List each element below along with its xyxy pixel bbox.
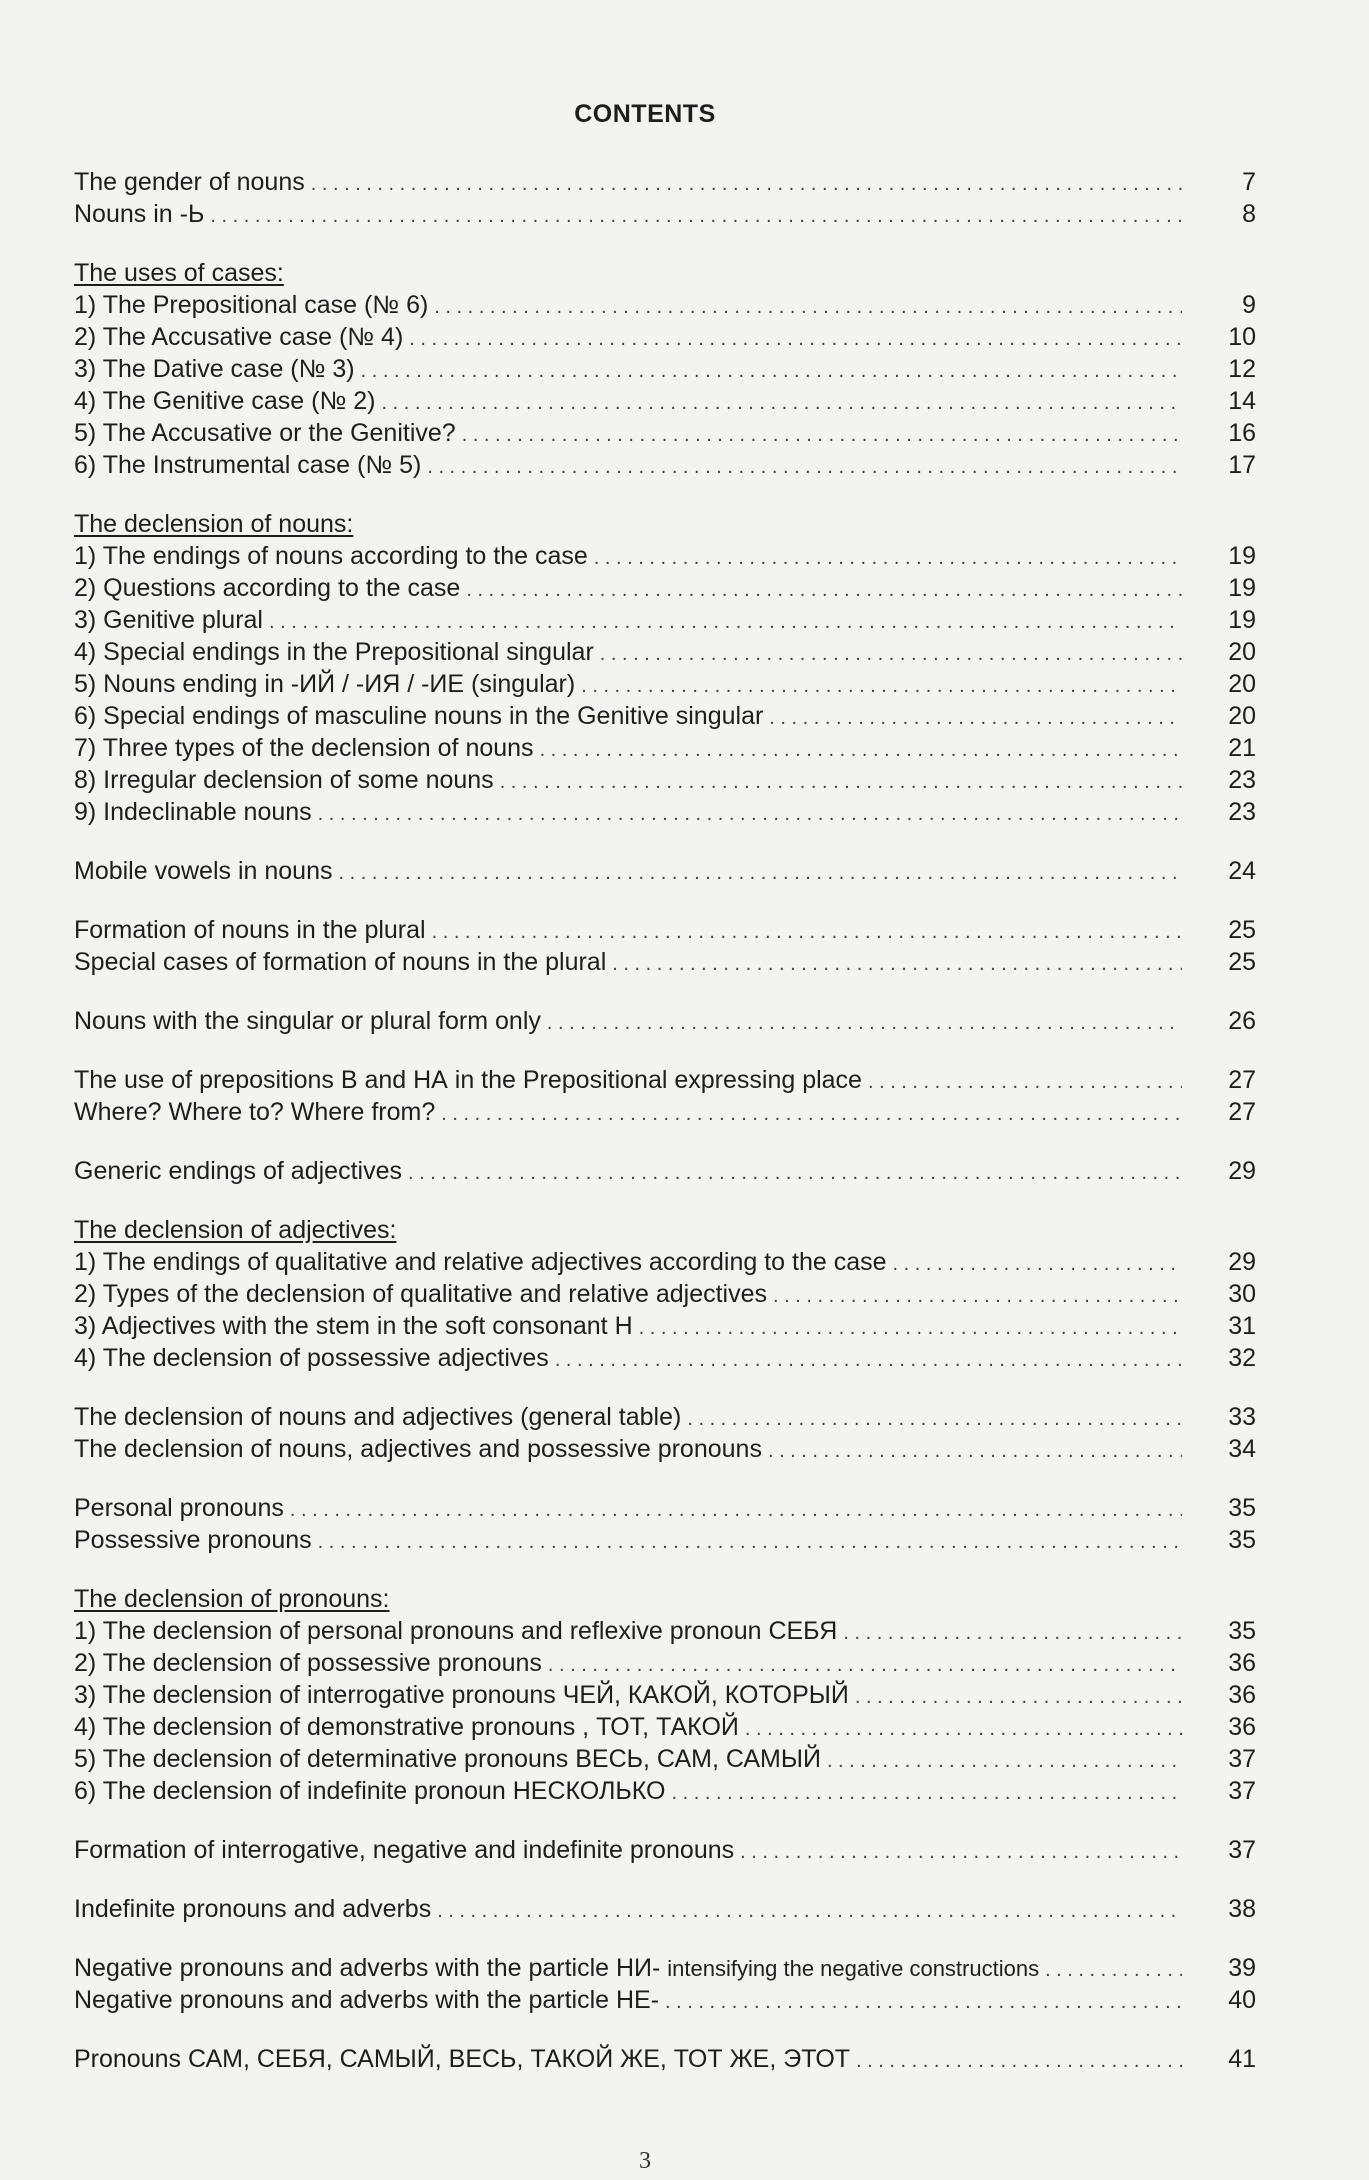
toc-entry-title: The gender of nouns — [74, 168, 305, 196]
toc-entry-title: Possessive pronouns — [74, 1526, 312, 1554]
section-gap — [74, 1556, 1264, 1583]
toc-entry-label — [74, 572, 460, 604]
toc-entry-label — [74, 700, 763, 732]
toc-entry-title: 3) Adjectives with the stem in the soft consonant Н — [74, 1312, 633, 1340]
dot-leader — [1045, 1954, 1182, 1986]
section-gap — [74, 887, 1264, 914]
toc-entry-page: 23 — [1228, 798, 1256, 826]
toc-entry-page: 35 — [1228, 1526, 1256, 1554]
toc-entry — [74, 2043, 1264, 2075]
toc-entry-title: Pronouns САМ, СЕБЯ, САМЫЙ, ВЕСЬ, ТАКОЙ ЖЕ, ТОТ ЖЕ, ЭТОТ — [74, 2045, 851, 2073]
toc-entry-label — [74, 1524, 312, 1556]
dot-leader — [594, 542, 1182, 574]
dot-leader — [855, 1681, 1182, 1713]
dot-leader — [462, 419, 1182, 451]
dot-leader — [409, 323, 1182, 355]
dot-leader — [740, 1836, 1182, 1868]
toc-entry-label — [74, 764, 494, 796]
toc-entry-label — [74, 732, 534, 764]
toc-entry-title: 1) The endings of qualitative and relative adjectives according to the case — [74, 1248, 887, 1276]
toc-entry-page: 35 — [1228, 1494, 1256, 1522]
toc-entry-label — [74, 1647, 542, 1679]
toc-entry — [74, 353, 1264, 385]
toc-entry-title: Nouns with the singular or plural form only — [74, 1007, 541, 1035]
dot-leader — [290, 1494, 1182, 1526]
toc-entry — [74, 668, 1264, 700]
toc-entry-label — [74, 1401, 681, 1433]
toc-entry-page: 27 — [1228, 1098, 1256, 1126]
toc-entry-title: Formation of nouns in the plural — [74, 916, 426, 944]
toc-entry-page: 27 — [1228, 1066, 1256, 1094]
dot-leader — [432, 916, 1182, 948]
toc-entry — [74, 1743, 1264, 1775]
toc-entry-subtitle: intensifying the negative constructions — [667, 1956, 1040, 1981]
section-gap — [74, 1807, 1264, 1834]
section-heading: The declension of nouns: — [74, 510, 354, 538]
toc-entry-page: 30 — [1228, 1280, 1256, 1308]
toc-entry-page: 36 — [1228, 1713, 1256, 1741]
toc-entry — [74, 385, 1264, 417]
section-gap — [74, 978, 1264, 1005]
dot-leader — [311, 168, 1182, 200]
toc-entry-title: 3) The Dative case (№ 3) — [74, 355, 355, 383]
page-number: 3 — [639, 2148, 651, 2174]
section-heading: The declension of pronouns: — [74, 1585, 390, 1613]
toc-entry — [74, 1155, 1264, 1187]
toc-entry-label — [74, 636, 594, 668]
toc-entry-label — [74, 1743, 821, 1775]
toc-entry — [74, 1984, 1264, 2016]
toc-entry-title: 2) The declension of possessive pronouns — [74, 1649, 542, 1677]
toc-entry-title: The declension of nouns and adjectives (general table) — [74, 1403, 682, 1431]
toc-entry-label — [74, 321, 403, 353]
toc-entry — [74, 700, 1264, 732]
toc-entry — [74, 1524, 1264, 1556]
dot-leader — [547, 1007, 1182, 1039]
toc-entry-page: 26 — [1228, 1007, 1256, 1035]
toc-entry-page: 9 — [1242, 291, 1256, 319]
toc-entry-title: The declension of nouns, adjectives and possessive pronouns — [74, 1435, 762, 1463]
toc-entry-page: 31 — [1228, 1312, 1256, 1340]
toc-entry — [74, 914, 1264, 946]
toc-entry-page: 37 — [1228, 1745, 1256, 1773]
toc-entry-label — [74, 914, 426, 946]
toc-entry-title: 8) Irregular declension of some nouns — [74, 766, 494, 794]
toc-entry-label — [74, 385, 375, 417]
toc-entry-title: 2) The Accusative case (№ 4) — [74, 323, 404, 351]
toc-entry-page: 41 — [1228, 2045, 1256, 2073]
toc-entry-page: 17 — [1228, 451, 1256, 479]
toc-entry-page: 19 — [1228, 574, 1256, 602]
toc-entry-title: 3) The declension of interrogative pronouns ЧЕЙ, КАКОЙ, КОТОРЫЙ — [74, 1681, 849, 1709]
toc-entry-label — [74, 1310, 633, 1342]
dot-leader — [408, 1157, 1182, 1189]
toc-entry — [74, 796, 1264, 828]
dot-leader — [827, 1745, 1182, 1777]
toc-entry-title: 4) The declension of demonstrative pronouns , ТОТ, ТАКОЙ — [74, 1713, 739, 1741]
dot-leader — [769, 702, 1182, 734]
section-gap — [74, 2016, 1264, 2043]
toc-entry-title: 1) The Prepositional case (№ 6) — [74, 291, 429, 319]
toc-entry-label — [74, 604, 263, 636]
toc-entry-page: 35 — [1228, 1617, 1256, 1645]
toc-entry — [74, 1310, 1264, 1342]
toc-entry-title: 6) The declension of indefinite pronoun НЕСКОЛЬКО — [74, 1777, 666, 1805]
dot-leader — [338, 857, 1182, 889]
toc-entry-title: Negative pronouns and adverbs with the particle НЕ- — [74, 1986, 660, 2014]
toc-entry-page: 37 — [1228, 1777, 1256, 1805]
toc-entry-label — [74, 855, 332, 887]
toc-entry-label — [74, 417, 456, 449]
dot-leader — [548, 1649, 1182, 1681]
toc-entry-page: 7 — [1242, 168, 1256, 196]
toc-entry-title: 1) The endings of nouns according to the case — [74, 542, 588, 570]
toc-entry-label — [74, 1984, 659, 2016]
dot-leader — [441, 1098, 1182, 1130]
toc-entry-page: 25 — [1228, 948, 1256, 976]
dot-leader — [437, 1895, 1182, 1927]
toc-entry-title: Mobile vowels in nouns — [74, 857, 333, 885]
toc-entry — [74, 1433, 1264, 1465]
toc-entry — [74, 1615, 1264, 1647]
toc-entry-title: 2) Questions according to the case — [74, 574, 461, 602]
toc-entry-label — [74, 1096, 435, 1128]
toc-entry-title: The use of prepositions В and НА in the Prepositional expressing place — [74, 1066, 862, 1094]
toc-entry — [74, 1096, 1264, 1128]
toc-entry-page: 29 — [1228, 1157, 1256, 1185]
dot-leader — [600, 638, 1182, 670]
section-gap — [74, 1128, 1264, 1155]
section-gap — [74, 1374, 1264, 1401]
toc-entry-title: 1) The declension of personal pronouns and reflexive pronoun СЕБЯ — [74, 1617, 838, 1645]
toc-entry-label — [74, 796, 312, 828]
section-gap — [74, 230, 1264, 257]
toc-entry-page: 37 — [1228, 1836, 1256, 1864]
table-of-contents — [74, 166, 1264, 2075]
section-gap — [74, 1037, 1264, 1064]
toc-entry-page: 14 — [1228, 387, 1256, 415]
dot-leader — [773, 1280, 1182, 1312]
toc-entry-page: 40 — [1228, 1986, 1256, 2014]
toc-entry-title: Indefinite pronouns and adverbs — [74, 1895, 432, 1923]
toc-entry-page: 25 — [1228, 916, 1256, 944]
toc-entry — [74, 417, 1264, 449]
toc-entry-label — [74, 1433, 762, 1465]
toc-entry-label — [74, 1711, 739, 1743]
toc-entry — [74, 1711, 1264, 1743]
toc-entry — [74, 1064, 1264, 1096]
dot-leader — [361, 355, 1182, 387]
toc-entry-title: 6) Special endings of masculine nouns in the Genitive singular — [74, 702, 764, 730]
toc-entry — [74, 855, 1264, 887]
page-title: CONTENTS — [574, 100, 716, 128]
toc-entry-title: 6) The Instrumental case (№ 5) — [74, 451, 422, 479]
dot-leader — [500, 766, 1182, 798]
toc-entry-title: Where? Where to? Where from? — [74, 1098, 436, 1126]
toc-entry — [74, 1834, 1264, 1866]
section-gap — [74, 1187, 1264, 1214]
toc-entry — [74, 604, 1264, 636]
toc-entry-label — [74, 166, 305, 198]
toc-entry-page: 23 — [1228, 766, 1256, 794]
section-heading: The declension of adjectives: — [74, 1216, 397, 1244]
toc-entry-page: 38 — [1228, 1895, 1256, 1923]
toc-entry-page: 24 — [1228, 857, 1256, 885]
toc-entry-page: 20 — [1228, 638, 1256, 666]
dot-leader — [745, 1713, 1182, 1745]
toc-entry-title: 9) Indeclinable nouns — [74, 798, 312, 826]
toc-entry — [74, 1401, 1264, 1433]
toc-entry-title: 4) The Genitive case (№ 2) — [74, 387, 376, 415]
section-gap — [74, 1465, 1264, 1492]
toc-entry-page: 32 — [1228, 1344, 1256, 1372]
section-heading: The uses of cases: — [74, 259, 284, 287]
dot-leader — [856, 2045, 1182, 2077]
toc-entry-label — [74, 1005, 541, 1037]
toc-entry-title: 4) Special endings in the Prepositional singular — [74, 638, 594, 666]
toc-entry-label — [74, 289, 428, 321]
dot-leader — [318, 1526, 1182, 1558]
toc-entry — [74, 1952, 1264, 1984]
toc-entry-page: 21 — [1228, 734, 1256, 762]
dot-leader — [843, 1617, 1182, 1649]
dot-leader — [893, 1248, 1182, 1280]
toc-entry-title: 5) The Accusative or the Genitive? — [74, 419, 456, 447]
toc-entry — [74, 1342, 1264, 1374]
toc-entry-label — [74, 198, 204, 230]
toc-entry — [74, 321, 1264, 353]
toc-entry — [74, 1005, 1264, 1037]
toc-entry-label — [74, 1342, 549, 1374]
toc-entry-page: 19 — [1228, 542, 1256, 570]
dot-leader — [612, 948, 1182, 980]
toc-entry-title: Nouns in -Ь — [74, 200, 205, 228]
toc-entry — [74, 572, 1264, 604]
dot-leader — [672, 1777, 1182, 1809]
dot-leader — [687, 1403, 1182, 1435]
toc-entry — [74, 636, 1264, 668]
toc-entry — [74, 540, 1264, 572]
toc-entry-label — [74, 1278, 767, 1310]
dot-leader — [427, 451, 1182, 483]
dot-leader — [768, 1435, 1182, 1467]
toc-entry-label — [74, 946, 606, 978]
section-gap — [74, 1866, 1264, 1893]
section-gap — [74, 1925, 1264, 1952]
toc-entry-page: 8 — [1242, 200, 1256, 228]
toc-entry — [74, 1775, 1264, 1807]
toc-entry-label — [74, 1155, 402, 1187]
toc-entry-title: 7) Three types of the declension of nouns — [74, 734, 534, 762]
toc-entry-page: 36 — [1228, 1649, 1256, 1677]
toc-entry-page: 10 — [1228, 323, 1256, 351]
section-gap — [74, 481, 1264, 508]
dot-leader — [269, 606, 1182, 638]
toc-entry-label — [74, 668, 575, 700]
toc-entry-page: 36 — [1228, 1681, 1256, 1709]
toc-entry — [74, 1893, 1264, 1925]
section-gap — [74, 828, 1264, 855]
toc-entry-title: Formation of interrogative, negative and indefinite pronouns — [74, 1836, 735, 1864]
toc-entry-label — [74, 1952, 1039, 1985]
dot-leader — [540, 734, 1182, 766]
toc-entry-label — [74, 1775, 666, 1807]
toc-entry — [74, 1492, 1264, 1524]
toc-entry-page: 16 — [1228, 419, 1256, 447]
toc-entry-label — [74, 1492, 284, 1524]
toc-entry-label — [74, 1064, 862, 1096]
toc-entry-page: 20 — [1228, 702, 1256, 730]
toc-entry — [74, 166, 1264, 198]
dot-leader — [210, 200, 1182, 232]
toc-entry — [74, 732, 1264, 764]
toc-entry-label — [74, 1893, 431, 1925]
toc-entry — [74, 1246, 1264, 1278]
toc-entry-title: Generic endings of adjectives — [74, 1157, 402, 1185]
dot-leader — [581, 670, 1182, 702]
dot-leader — [665, 1986, 1182, 2018]
toc-entry-title: Negative pronouns and adverbs with the particle НИ- — [74, 1954, 661, 1982]
toc-entry-page: 19 — [1228, 606, 1256, 634]
toc-entry-label — [74, 2043, 850, 2075]
toc-entry-label — [74, 1615, 837, 1647]
toc-entry-title: 5) The declension of determinative pronouns ВЕСЬ, САМ, САМЫЙ — [74, 1745, 821, 1773]
toc-entry — [74, 1278, 1264, 1310]
dot-leader — [639, 1312, 1182, 1344]
toc-entry — [74, 449, 1264, 481]
toc-entry-label — [74, 540, 588, 572]
toc-entry-title: 3) Genitive plural — [74, 606, 263, 634]
toc-entry — [74, 946, 1264, 978]
toc-entry-label — [74, 1834, 734, 1866]
toc-entry-page: 20 — [1228, 670, 1256, 698]
toc-entry-page: 12 — [1228, 355, 1256, 383]
toc-entry-label — [74, 1679, 849, 1711]
toc-entry-title: Personal pronouns — [74, 1494, 284, 1522]
toc-entry-label — [74, 1246, 887, 1278]
toc-entry-page: 33 — [1228, 1403, 1256, 1431]
toc-entry-page: 29 — [1228, 1248, 1256, 1276]
toc-entry-page: 39 — [1228, 1954, 1256, 1982]
toc-entry-label — [74, 449, 421, 481]
toc-entry — [74, 764, 1264, 796]
toc-entry — [74, 1679, 1264, 1711]
dot-leader — [381, 387, 1182, 419]
dot-leader — [466, 574, 1182, 606]
toc-entry-label — [74, 353, 355, 385]
toc-entry-title: 4) The declension of possessive adjectives — [74, 1344, 549, 1372]
dot-leader — [555, 1344, 1182, 1376]
toc-entry — [74, 198, 1264, 230]
toc-entry-title: 5) Nouns ending in -ИЙ / -ИЯ / -ИЕ (singular) — [74, 670, 576, 698]
dot-leader — [868, 1066, 1182, 1098]
toc-entry — [74, 289, 1264, 321]
toc-entry-page: 34 — [1228, 1435, 1256, 1463]
toc-entry — [74, 1647, 1264, 1679]
toc-entry-title: Special cases of formation of nouns in the plural — [74, 948, 607, 976]
dot-leader — [434, 291, 1182, 323]
dot-leader — [318, 798, 1182, 830]
toc-entry-title: 2) Types of the declension of qualitative and relative adjectives — [74, 1280, 768, 1308]
